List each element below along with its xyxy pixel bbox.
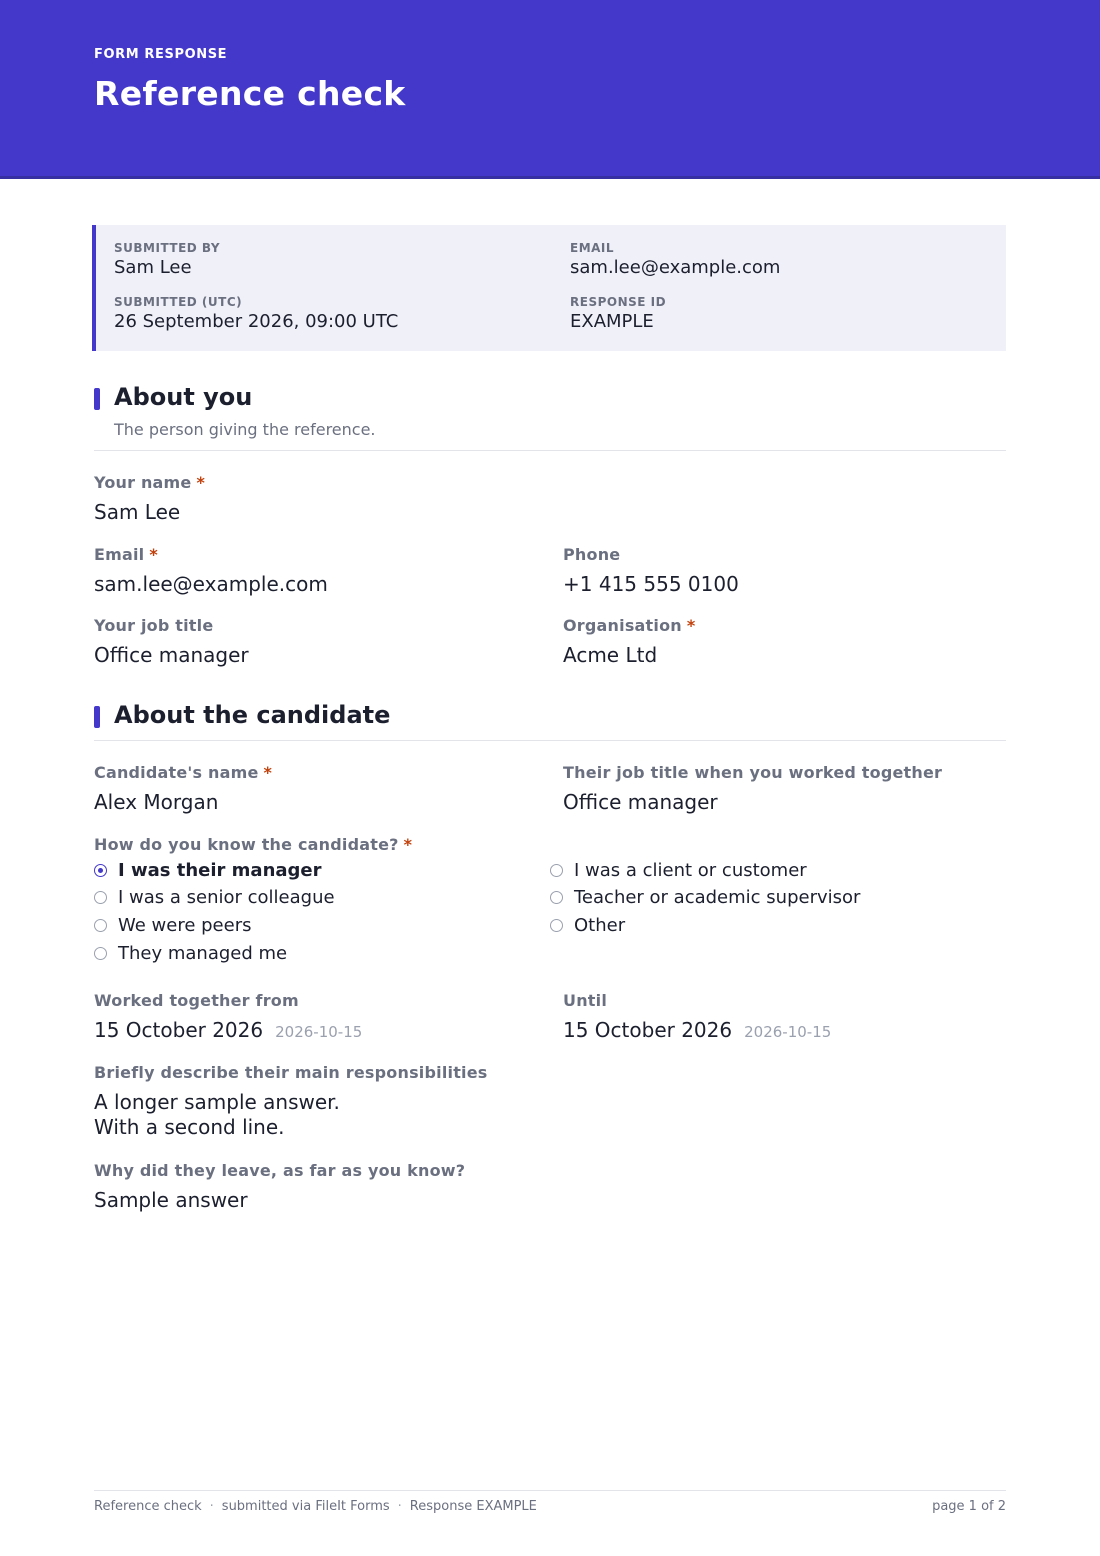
meta-submitted-time-value: 26 September 2026, 09:00 UTC (114, 311, 399, 332)
section-divider (94, 450, 1006, 451)
field-value: sam.lee@example.com (94, 572, 328, 596)
meta-response-id (570, 295, 666, 332)
section-title-about-candidate: About the candidate (94, 701, 390, 729)
required-marker: * (263, 763, 273, 782)
field-value: Sam Lee (94, 500, 181, 524)
field-label: Your job title (94, 616, 214, 635)
field-relationship (94, 835, 412, 854)
radio-unselected-icon (94, 891, 107, 904)
header-eyebrow: FORM RESPONSE (94, 47, 228, 62)
field-label: Phone (563, 545, 621, 564)
meta-submitted-time (114, 295, 398, 332)
field-label: Email * (94, 545, 158, 564)
page-number: page 1 of 2 (932, 1499, 1006, 1514)
required-marker: * (686, 616, 696, 635)
field-their-job-title (563, 763, 942, 815)
section-desc-about-you: The person giving the reference. (114, 420, 376, 439)
field-worked-from (94, 991, 362, 1045)
radio-option[interactable] (550, 887, 860, 908)
meta-response-id-label: RESPONSE ID (570, 295, 667, 309)
meta-email-value: sam.lee@example.com (570, 257, 781, 278)
meta-email-label: EMAIL (570, 241, 615, 255)
field-label: Worked together from (94, 991, 299, 1010)
field-label: Until (563, 991, 607, 1010)
footer-info: Reference check · submitted via FileIt Forms · Response EXAMPLE (94, 1499, 537, 1514)
radio-unselected-icon (550, 891, 563, 904)
required-marker: * (149, 545, 158, 564)
field-until (563, 991, 831, 1045)
meta-submitted-by-value: Sam Lee (114, 257, 192, 278)
radio-option[interactable] (94, 915, 252, 936)
required-marker: * (196, 473, 206, 492)
field-value (94, 1090, 488, 1140)
radio-option[interactable] (550, 860, 807, 881)
section-divider (94, 740, 1006, 741)
field-label: Why did they leave, as far as you know? (94, 1161, 466, 1180)
meta-email (570, 241, 780, 278)
field-label: Your name * (94, 473, 206, 492)
field-your-job-title (94, 616, 249, 668)
footer-divider (94, 1490, 1006, 1491)
field-organisation (563, 616, 695, 668)
meta-submitted-time-label: SUBMITTED (UTC) (114, 295, 243, 309)
radio-option-label: I was a senior colleague (118, 887, 335, 908)
radio-unselected-icon (94, 947, 107, 960)
field-your-name (94, 473, 205, 525)
section-title-about-you: About you (94, 383, 252, 411)
radio-option-label: Teacher or academic supervisor (574, 887, 861, 908)
radio-option-label: I was their manager (118, 860, 322, 881)
page-title: Reference check (94, 74, 406, 113)
field-value: 15 October 2026 2026-10-15 (563, 1018, 832, 1042)
field-label: Their job title when you worked together (563, 763, 943, 782)
field-label: How do you know the candidate? * (94, 835, 413, 854)
field-value: Office manager (563, 790, 718, 814)
iso-date: 2026-10-15 (275, 1023, 363, 1041)
iso-date: 2026-10-15 (744, 1023, 832, 1041)
answer-line: A longer sample answer. (94, 1090, 340, 1114)
meta-response-id-value: EXAMPLE (570, 311, 654, 332)
radio-option-label: Other (574, 915, 626, 936)
field-candidate-name (94, 763, 272, 815)
radio-unselected-icon (550, 919, 563, 932)
field-value: Office manager (94, 643, 249, 667)
radio-option-label: They managed me (118, 943, 288, 964)
radio-unselected-icon (94, 919, 107, 932)
meta-submitted-by-label: SUBMITTED BY (114, 241, 221, 255)
footer-response: Response EXAMPLE (409, 1499, 537, 1514)
radio-option[interactable] (94, 887, 335, 908)
submission-meta-panel (92, 225, 1006, 351)
field-email (94, 545, 328, 597)
meta-submitted-by (114, 241, 220, 278)
field-value: 15 October 2026 2026-10-15 (94, 1018, 363, 1042)
field-value: Acme Ltd (563, 643, 658, 667)
radio-option[interactable] (94, 943, 287, 964)
radio-unselected-icon (550, 864, 563, 877)
radio-option-label: I was a client or customer (574, 860, 807, 881)
footer-form-name: Reference check (94, 1499, 202, 1514)
required-marker: * (403, 835, 413, 854)
field-why-left (94, 1161, 465, 1213)
radio-option-label: We were peers (118, 915, 252, 936)
radio-option[interactable] (550, 915, 625, 936)
field-value: Sample answer (94, 1188, 248, 1212)
field-label: Organisation * (563, 616, 696, 635)
field-value: +1 415 555 0100 (563, 572, 739, 596)
field-responsibilities (94, 1063, 488, 1140)
footer-via: submitted via FileIt Forms (221, 1499, 390, 1514)
radio-option[interactable] (94, 860, 322, 881)
form-header (0, 0, 1100, 179)
field-label: Briefly describe their main responsibilities (94, 1063, 488, 1082)
field-value: Alex Morgan (94, 790, 219, 814)
answer-line: With a second line. (94, 1115, 285, 1139)
radio-selected-icon (94, 864, 107, 877)
field-label: Candidate's name * (94, 763, 273, 782)
field-phone (563, 545, 739, 597)
